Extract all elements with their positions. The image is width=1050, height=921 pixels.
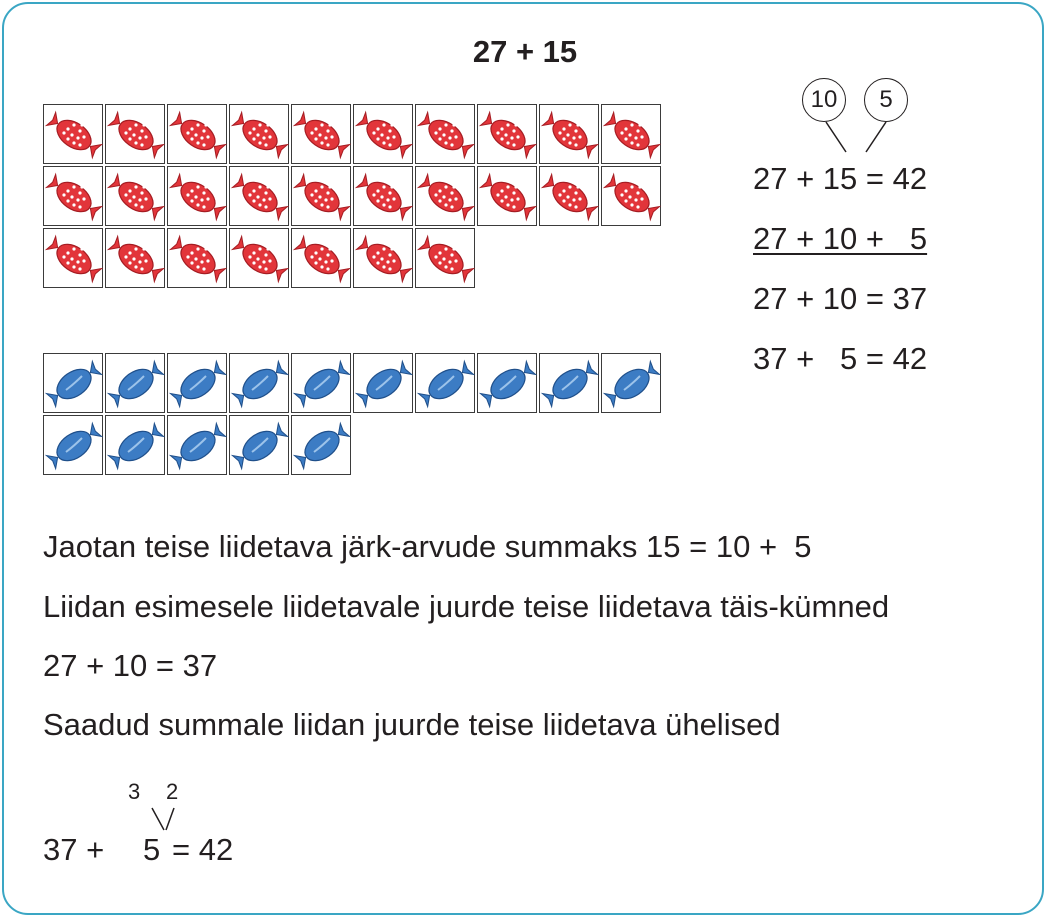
text-line-1: Jaotan teise liidetava järk-arvude summaks 15 = 10 + 5 bbox=[43, 529, 812, 564]
final-five: 5 bbox=[143, 832, 161, 867]
tens-circle: 10 bbox=[802, 78, 846, 122]
equation-3: 27 + 10 = 37 bbox=[753, 281, 928, 316]
equation-1: 27 + 15 = 42 bbox=[753, 161, 928, 196]
equation-2: 27 + 10 + 5 bbox=[753, 221, 928, 256]
ones-circle: 5 bbox=[864, 78, 908, 122]
page-title: 27 + 15 bbox=[472, 34, 578, 69]
final-left: 37 + bbox=[43, 832, 105, 867]
split-three: 3 bbox=[128, 779, 141, 804]
text-line-4: Saadud summale liidan juurde teise liidetava ühelised bbox=[43, 707, 781, 742]
split-two: 2 bbox=[166, 779, 179, 804]
text-line-2: Liidan esimesele liidetavale juurde teise liidetava täis-kümned bbox=[43, 589, 890, 624]
text-line-3: 27 + 10 = 37 bbox=[43, 648, 218, 683]
equation-4: 37 + 5 = 42 bbox=[753, 341, 928, 376]
final-right: = 42 bbox=[172, 832, 234, 867]
